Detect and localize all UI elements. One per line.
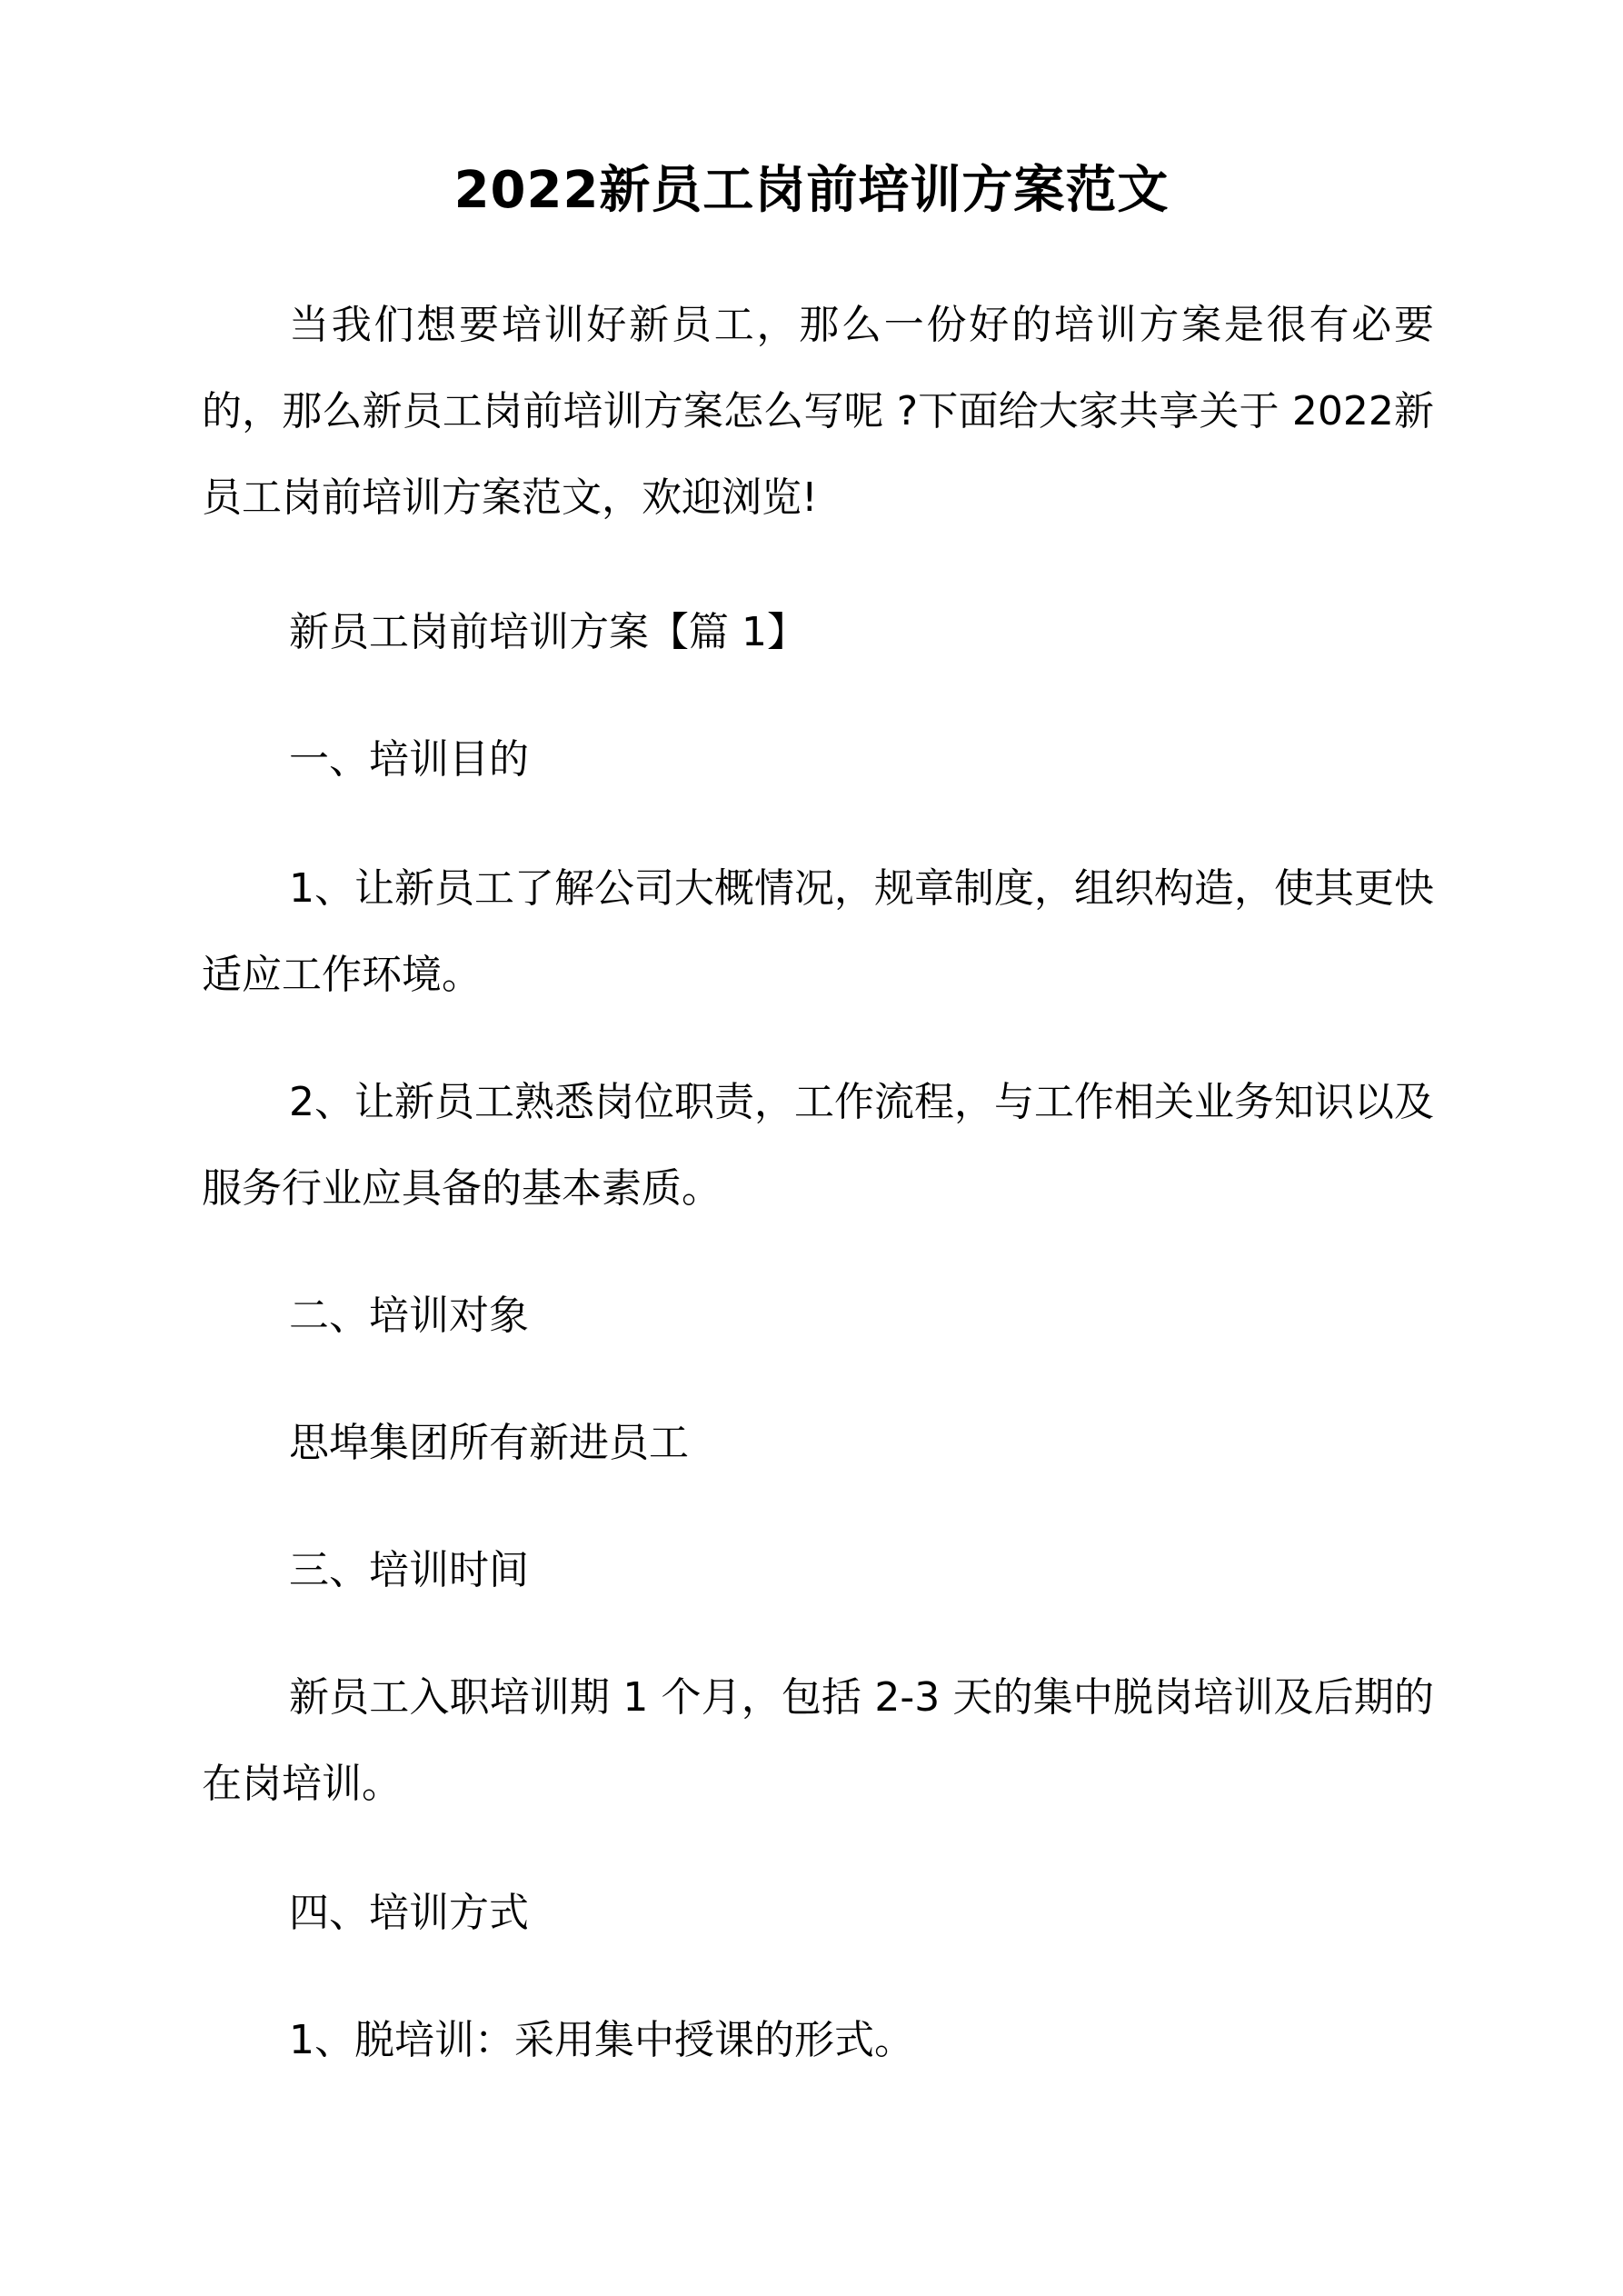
training-target-text: 思埠集团所有新进员工 bbox=[289, 1420, 689, 1466]
heading-training-time: 三、培训时间 bbox=[289, 1547, 529, 1593]
document-title: 2022新员工岗前培训方案范文 bbox=[453, 161, 1170, 220]
section-heading-part-1: 新员工岗前培训方案【篇 1】 bbox=[289, 609, 807, 655]
heading-training-target: 二、培训对象 bbox=[289, 1293, 529, 1339]
purpose-item-2: 2、让新员工熟悉岗位职责，工作流程，与工作相关业务知识以及服务行业应具备的基本素质。 bbox=[202, 1079, 1434, 1212]
training-time-text: 新员工入职培训期 1 个月，包括 2-3 天的集中脱岗培训及后期的在岗培训。 bbox=[202, 1674, 1434, 1807]
training-method-item-1: 1、脱培训：采用集中授课的形式。 bbox=[289, 2017, 914, 2063]
heading-training-purpose: 一、培训目的 bbox=[289, 736, 529, 783]
purpose-item-1: 1、让新员工了解公司大概情况，规章制度，组织构造，使其更快适应工作环境。 bbox=[202, 865, 1434, 998]
heading-training-method: 四、培训方式 bbox=[289, 1890, 529, 1936]
intro-paragraph: 当我们想要培训好新员工，那么一份好的培训方案是很有必要的，那么新员工岗前培训方案怎么写呢 ?下面给大家共享关于 2022新员工岗前培训方案范文，欢迎浏览! bbox=[202, 302, 1434, 521]
